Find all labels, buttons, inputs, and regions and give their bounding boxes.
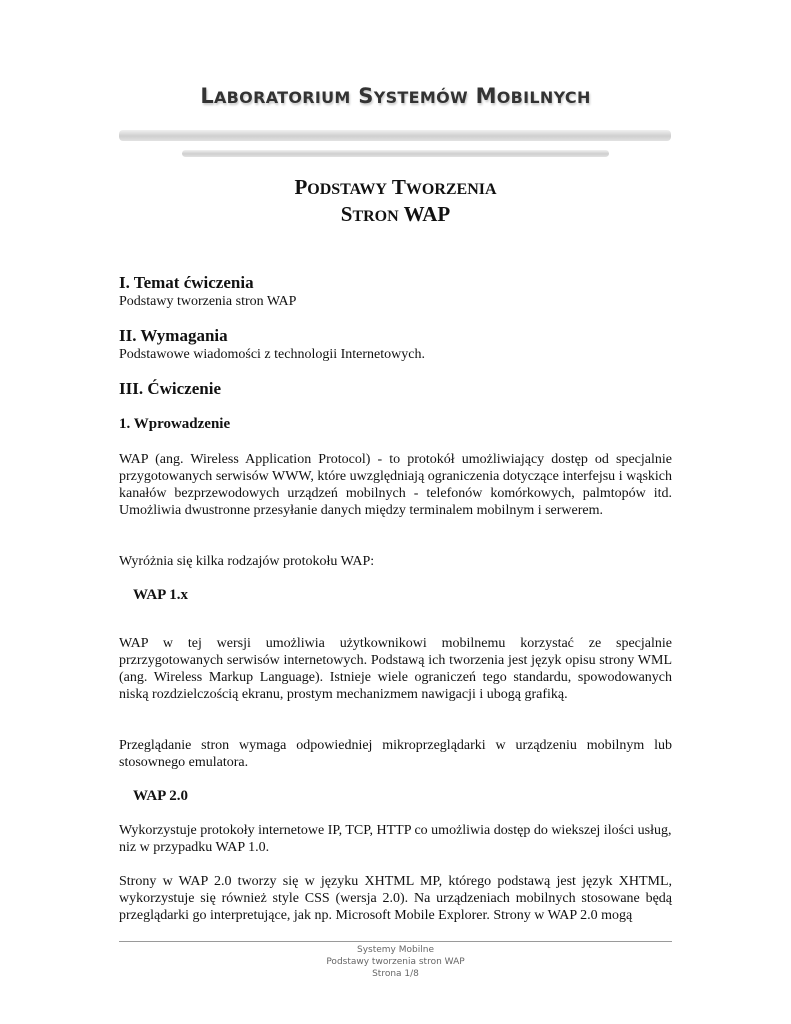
document-title-line-2: STRON WAP — [340, 202, 451, 226]
footer-document-name: Podstawy tworzenia stron WAP — [326, 957, 465, 967]
header-word-3: MOBILNYCH — [475, 84, 591, 108]
paragraph-wap2-b: Strony w WAP 2.0 tworzy się w języku XHTML MP, którego podstawą jest język XHTML, wykorzystuje się również style CSS (wersja 2.0). Na urządzeniach mobilnych stosowane będą przeglądarki go interpretujące, jak np. Microsoft Mobile Explorer. Strony w WAP 2.0 mogą — [119, 874, 672, 923]
subsection-heading-intro: 1. Wprowadzenie — [119, 416, 231, 432]
header-word-1: LABORATORIUM — [200, 84, 351, 108]
document-title-line-1: PODSTAWY TWORZENIA — [294, 175, 497, 199]
subsection-heading-wap1: WAP 1.x — [133, 587, 189, 603]
page-footer — [0, 944, 791, 980]
document-title — [0, 175, 791, 229]
paragraph-wap1-b: Przeglądanie stron wymaga odpowiedniej mikroprzeglądarki w urządzeniu mobilnym lub stosownego emulatora. — [119, 738, 672, 770]
section-heading-requirements: II. Wymagania — [119, 326, 228, 345]
paragraph-kinds: Wyróżnia się kilka rodzajów protokołu WAP: — [119, 554, 375, 569]
paragraph-wap1-a: WAP w tej wersji umożliwia użytkownikowi mobilnemu korzystać ze specjalnie przrzygotowanych serwisów internetowych. Podstawą ich tworzenia jest język opisu strony WML (ang. Wireless Markup Language). Istnieje wiele ograniczeń tego standardu, spowodowanych niską rozdzielczością ekranu, prostym mechanizmem nawigacji i ubogą grafiką. — [119, 636, 672, 702]
section-text-requirements: Podstawowe wiadomości z technologii Internetowych. — [119, 347, 425, 362]
lab-header-title — [0, 84, 791, 108]
subsection-heading-wap2: WAP 2.0 — [133, 788, 189, 804]
section-text-topic: Podstawy tworzenia stron WAP — [119, 294, 297, 309]
header-divider-bar-short — [182, 150, 609, 157]
paragraph-wap2-a: Wykorzystuje protokoły internetowe IP, TCP, HTTP co umożliwia dostęp do wiekszej ilości usług, niz w przypadku WAP 1.0. — [119, 823, 672, 855]
header-divider-bar — [119, 130, 671, 141]
footer-divider — [119, 941, 672, 942]
footer-page-number: Strona 1/8 — [372, 969, 419, 979]
section-heading-exercise: III. Ćwiczenie — [119, 379, 221, 398]
header-word-2: SYSTEMÓW — [358, 84, 468, 108]
section-heading-topic: I. Temat ćwiczenia — [119, 273, 254, 292]
footer-course-name: Systemy Mobilne — [357, 945, 434, 955]
paragraph-intro: WAP (ang. Wireless Application Protocol) - to protokół umożliwiający dostęp od specjalnie przygotowanych serwisów WWW, które uwzględniają ograniczenia dotyczące interfejsu i wąskich kanałów bezprzewodowych urządzeń mobilnych - telefonów komórkowych, palmtopów itd. Umożliwia dwustronne przesyłanie danych między terminalem mobilnym i serwerem. — [119, 452, 672, 518]
